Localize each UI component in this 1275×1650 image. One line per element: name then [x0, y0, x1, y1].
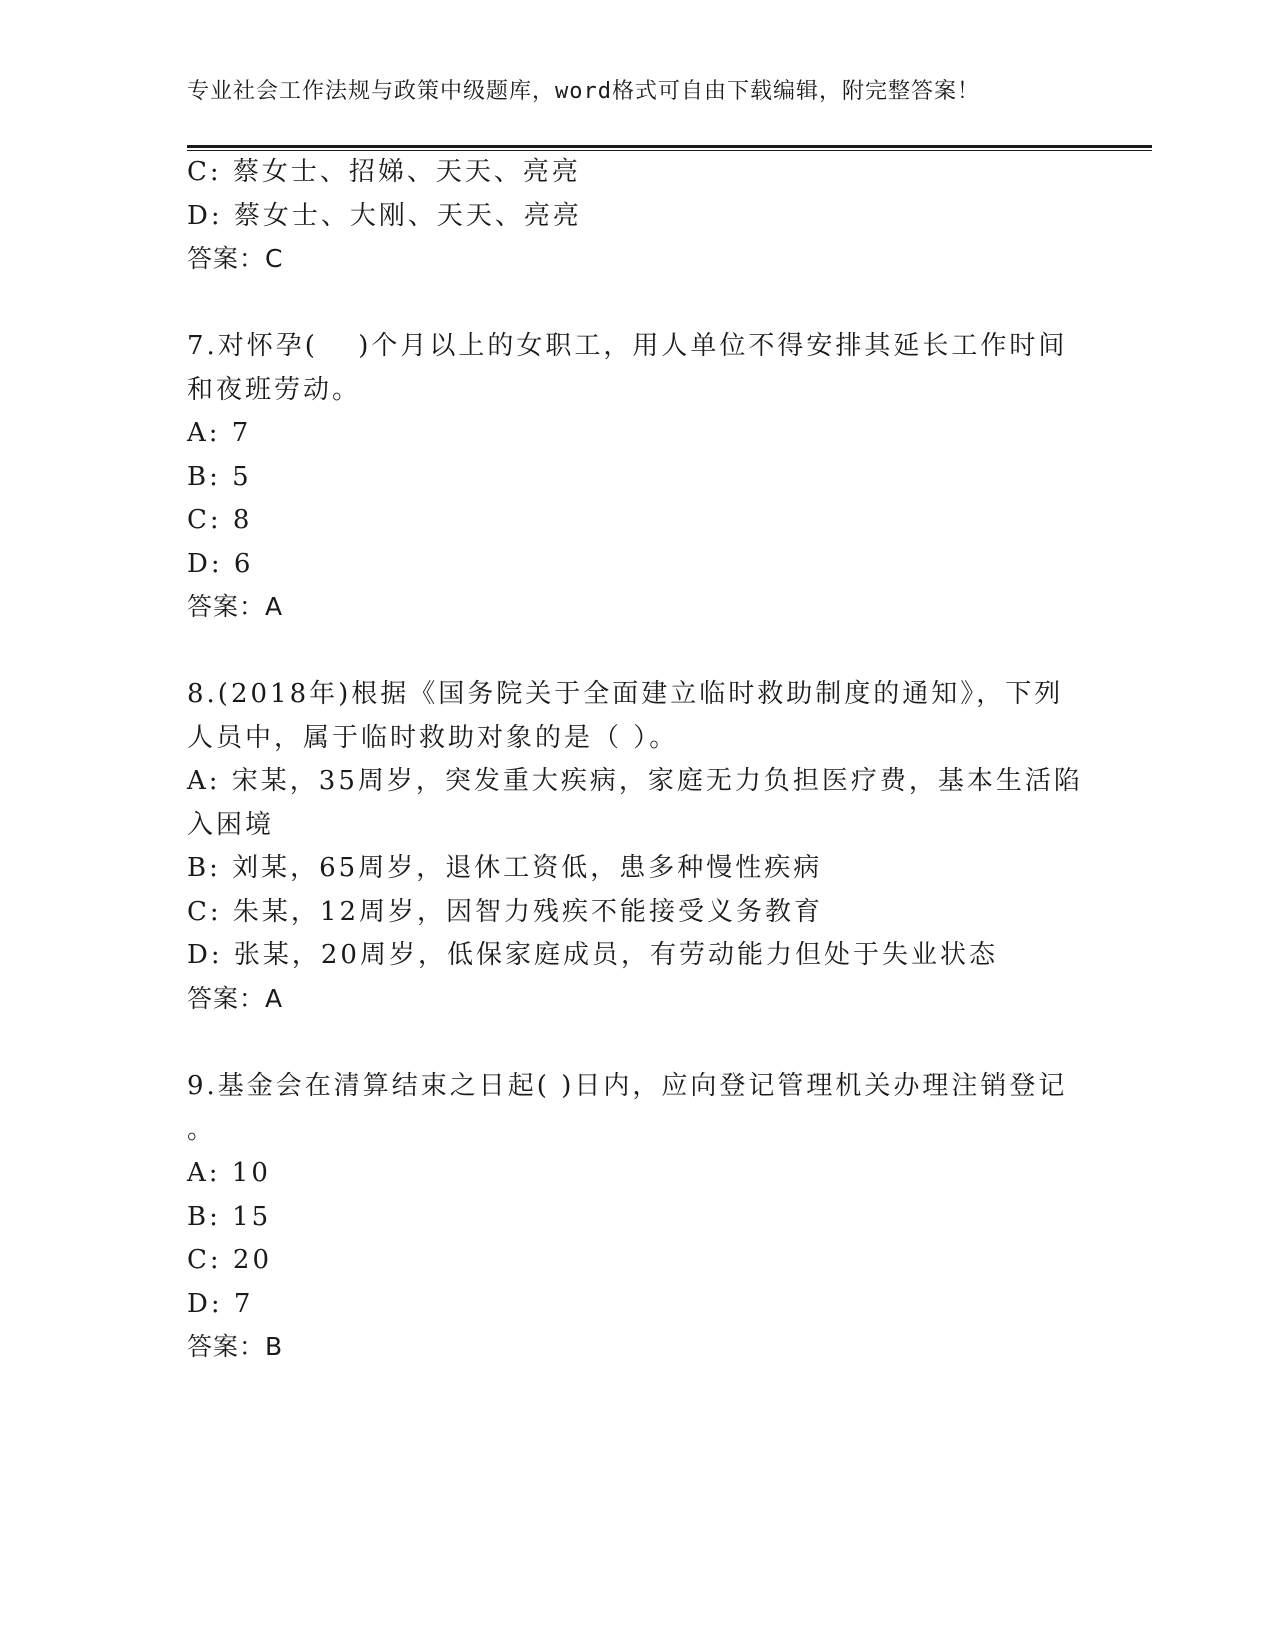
q8-option-b: B: 刘某，65周岁，退休工资低，患多种慢性疾病 — [187, 853, 823, 883]
q8-option-a-line-1: A: 宋某，35周岁，突发重大疾病，家庭无力负担医疗费，基本生活陷 — [187, 766, 1083, 796]
q7-option-c: C: 8 — [187, 505, 253, 535]
q6-option-d: D: 蔡女士、大刚、天天、亮亮 — [187, 201, 582, 231]
q7-option-a: A: 7 — [187, 418, 252, 448]
q9-option-d: D: 7 — [187, 1289, 254, 1319]
q7-question-line-1: 7.对怀孕( )个月以上的女职工，用人单位不得安排其延长工作时间 — [187, 331, 1068, 361]
q7-option-d: D: 6 — [187, 549, 254, 579]
q9-option-b: B: 15 — [187, 1202, 272, 1232]
q7-question-line-2: 和夜班劳动。 — [187, 375, 362, 405]
q8-option-a-line-2: 入困境 — [187, 810, 275, 840]
q6-answer: 答案：C — [187, 244, 284, 273]
q9-question-line-2: 。 — [187, 1115, 217, 1145]
q8-answer: 答案：A — [187, 984, 284, 1013]
q9-question-line-1: 9.基金会在清算结束之日起( )日内，应向登记管理机关办理注销登记 — [187, 1071, 1068, 1101]
q9-option-c: C: 20 — [187, 1245, 273, 1275]
q8-option-c: C: 朱某，12周岁，因智力残疾不能接受义务教育 — [187, 897, 824, 927]
q9-option-a: A: 10 — [187, 1158, 271, 1188]
q8-question-line-1: 8.(2018年)根据《国务院关于全面建立临时救助制度的通知》，下列 — [187, 679, 1064, 709]
q8-question-line-2: 人员中，属于临时救助对象的是（ ）。 — [187, 723, 679, 753]
q6-option-c: C: 蔡女士、招娣、天天、亮亮 — [187, 157, 581, 187]
q9-answer: 答案：B — [187, 1332, 284, 1361]
q7-option-b: B: 5 — [187, 462, 252, 492]
page-header: 专业社会工作法规与政策中级题库，word格式可自由下载编辑，附完整答案！ — [187, 79, 980, 104]
q7-answer: 答案：A — [187, 592, 284, 621]
header-rule-thin — [187, 150, 1152, 151]
header-rule-thick — [187, 145, 1152, 148]
q8-option-d: D: 张某，20周岁，低保家庭成员，有劳动能力但处于失业状态 — [187, 940, 998, 970]
